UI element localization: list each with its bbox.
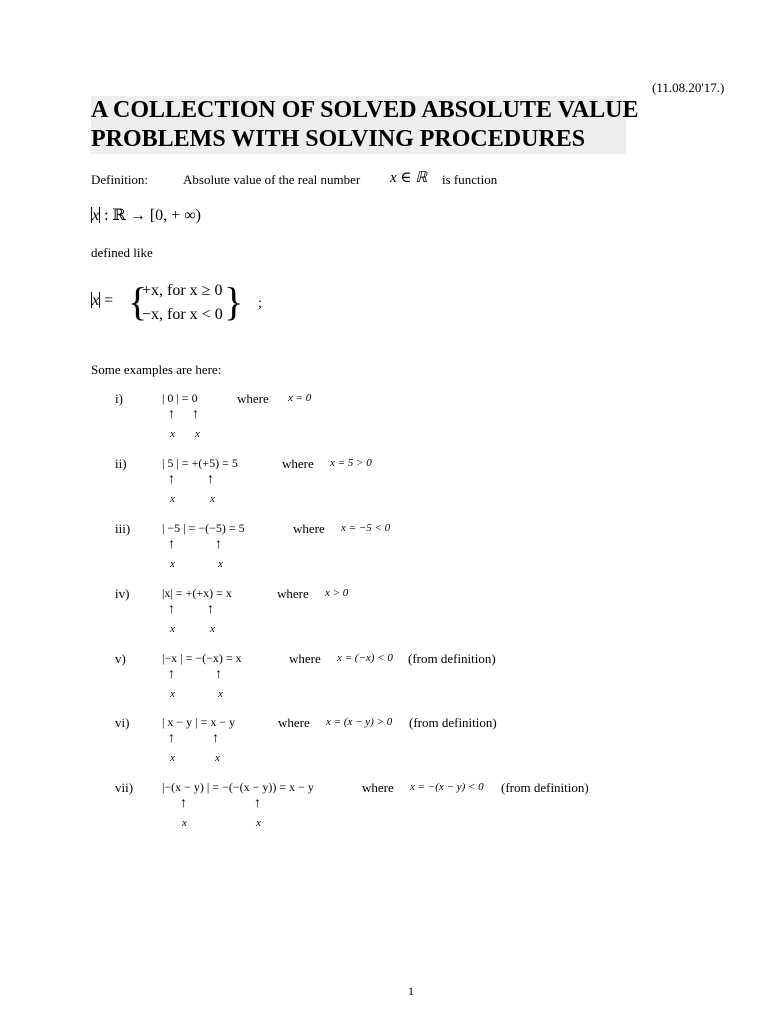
- arrow-icon: ↑: [180, 796, 187, 811]
- arrow-icon: ↑: [168, 472, 175, 487]
- abs-bar-right: [99, 207, 100, 223]
- arrow-icon: ↑: [215, 537, 222, 552]
- piecewise-case-2: −x, for x < 0: [142, 306, 223, 323]
- example-where: where: [282, 456, 314, 471]
- example-label: i): [115, 391, 123, 406]
- definition-symbol: x ∈ ℝ: [390, 170, 428, 186]
- defined-like-text: defined like: [91, 245, 153, 260]
- arrow-icon: ↑: [168, 537, 175, 552]
- arrow-icon: ↑: [168, 407, 175, 422]
- left-brace: {: [128, 279, 148, 324]
- example-expression: |−(x − y) | = −(−(x − y)) = x − y: [162, 780, 314, 794]
- title-line-1: A COLLECTION OF SOLVED ABSOLUTE VALUE: [91, 97, 639, 123]
- right-brace: }: [224, 279, 244, 324]
- example-expression: |−x | = −(−x) = x: [162, 651, 242, 665]
- piecewise-semicolon: ;: [258, 296, 262, 311]
- example-label: iv): [115, 586, 130, 601]
- x-label: x: [182, 817, 187, 829]
- arrow-icon: ↑: [207, 472, 214, 487]
- example-expression: | −5 | = −(−5) = 5: [162, 521, 245, 535]
- example-expression: |x| = +(+x) = x: [162, 586, 232, 600]
- example-label: ii): [115, 456, 127, 471]
- x-label: x: [195, 428, 200, 440]
- example-where: where: [277, 586, 309, 601]
- arrow-icon: ↑: [207, 602, 214, 617]
- x-label: x: [210, 493, 215, 505]
- x-label: x: [170, 558, 175, 570]
- definition-label: Definition:: [91, 172, 149, 187]
- example-expression: | 0 | = 0: [162, 391, 198, 405]
- arrow-icon: ↑: [192, 407, 199, 422]
- page-title: [91, 96, 639, 154]
- document-date: (11.08.20'17.): [652, 80, 725, 95]
- x-label: x: [218, 558, 223, 570]
- example-label: iii): [115, 521, 131, 536]
- function-signature: [91, 205, 201, 225]
- example-condition: x = 0: [288, 392, 312, 404]
- x-label: x: [170, 493, 175, 505]
- example-condition: x = (x − y) > 0: [326, 716, 393, 728]
- example-where: where: [362, 780, 394, 795]
- x-label: x: [170, 428, 175, 440]
- x-label: x: [256, 817, 261, 829]
- example-where: where: [237, 391, 269, 406]
- abs-bar-right: [99, 292, 100, 308]
- definition-suffix: is function: [442, 172, 498, 187]
- piecewise-case-1: +x, for x ≥ 0: [142, 282, 223, 299]
- example-condition: x = (−x) < 0: [337, 652, 393, 664]
- example-note: (from definition): [409, 715, 497, 730]
- example-condition: x = −5 < 0: [341, 522, 391, 534]
- example-where: where: [289, 651, 321, 666]
- title-line-2: PROBLEMS WITH SOLVING PROCEDURES: [91, 126, 586, 152]
- x-label: x: [218, 688, 223, 700]
- example-label: vi): [115, 715, 130, 730]
- arrow-icon: ↑: [168, 667, 175, 682]
- example-condition: x > 0: [325, 587, 349, 599]
- arrow-icon: ↑: [168, 731, 175, 746]
- piecewise-lhs: x =: [92, 292, 114, 309]
- x-label: x: [170, 623, 175, 635]
- x-label: x: [210, 623, 215, 635]
- example-where: where: [293, 521, 325, 536]
- example-expression: | x − y | = x − y: [162, 715, 236, 729]
- function-variable: x: [92, 207, 100, 224]
- arrow-icon: ↑: [212, 731, 219, 746]
- example-expression: | 5 | = +(+5) = 5: [162, 456, 238, 470]
- definition-text: Absolute value of the real number: [183, 172, 361, 187]
- x-label: x: [170, 752, 175, 764]
- example-where: where: [278, 715, 310, 730]
- example-note: (from definition): [408, 651, 496, 666]
- examples-intro: Some examples are here:: [91, 362, 222, 377]
- example-condition: x = −(x − y) < 0: [410, 781, 484, 793]
- page-number: 1: [408, 984, 414, 998]
- example-condition: x = 5 > 0: [330, 457, 372, 469]
- arrow-icon: ↑: [215, 667, 222, 682]
- example-label: v): [115, 651, 126, 666]
- function-mapping: : ℝ → [0, + ∞): [104, 207, 201, 224]
- example-note: (from definition): [501, 780, 589, 795]
- example-label: vii): [115, 780, 134, 795]
- x-label: x: [215, 752, 220, 764]
- piecewise-variable: x: [92, 292, 100, 309]
- arrow-icon: ↑: [254, 796, 261, 811]
- x-label: x: [170, 688, 175, 700]
- arrow-icon: ↑: [168, 602, 175, 617]
